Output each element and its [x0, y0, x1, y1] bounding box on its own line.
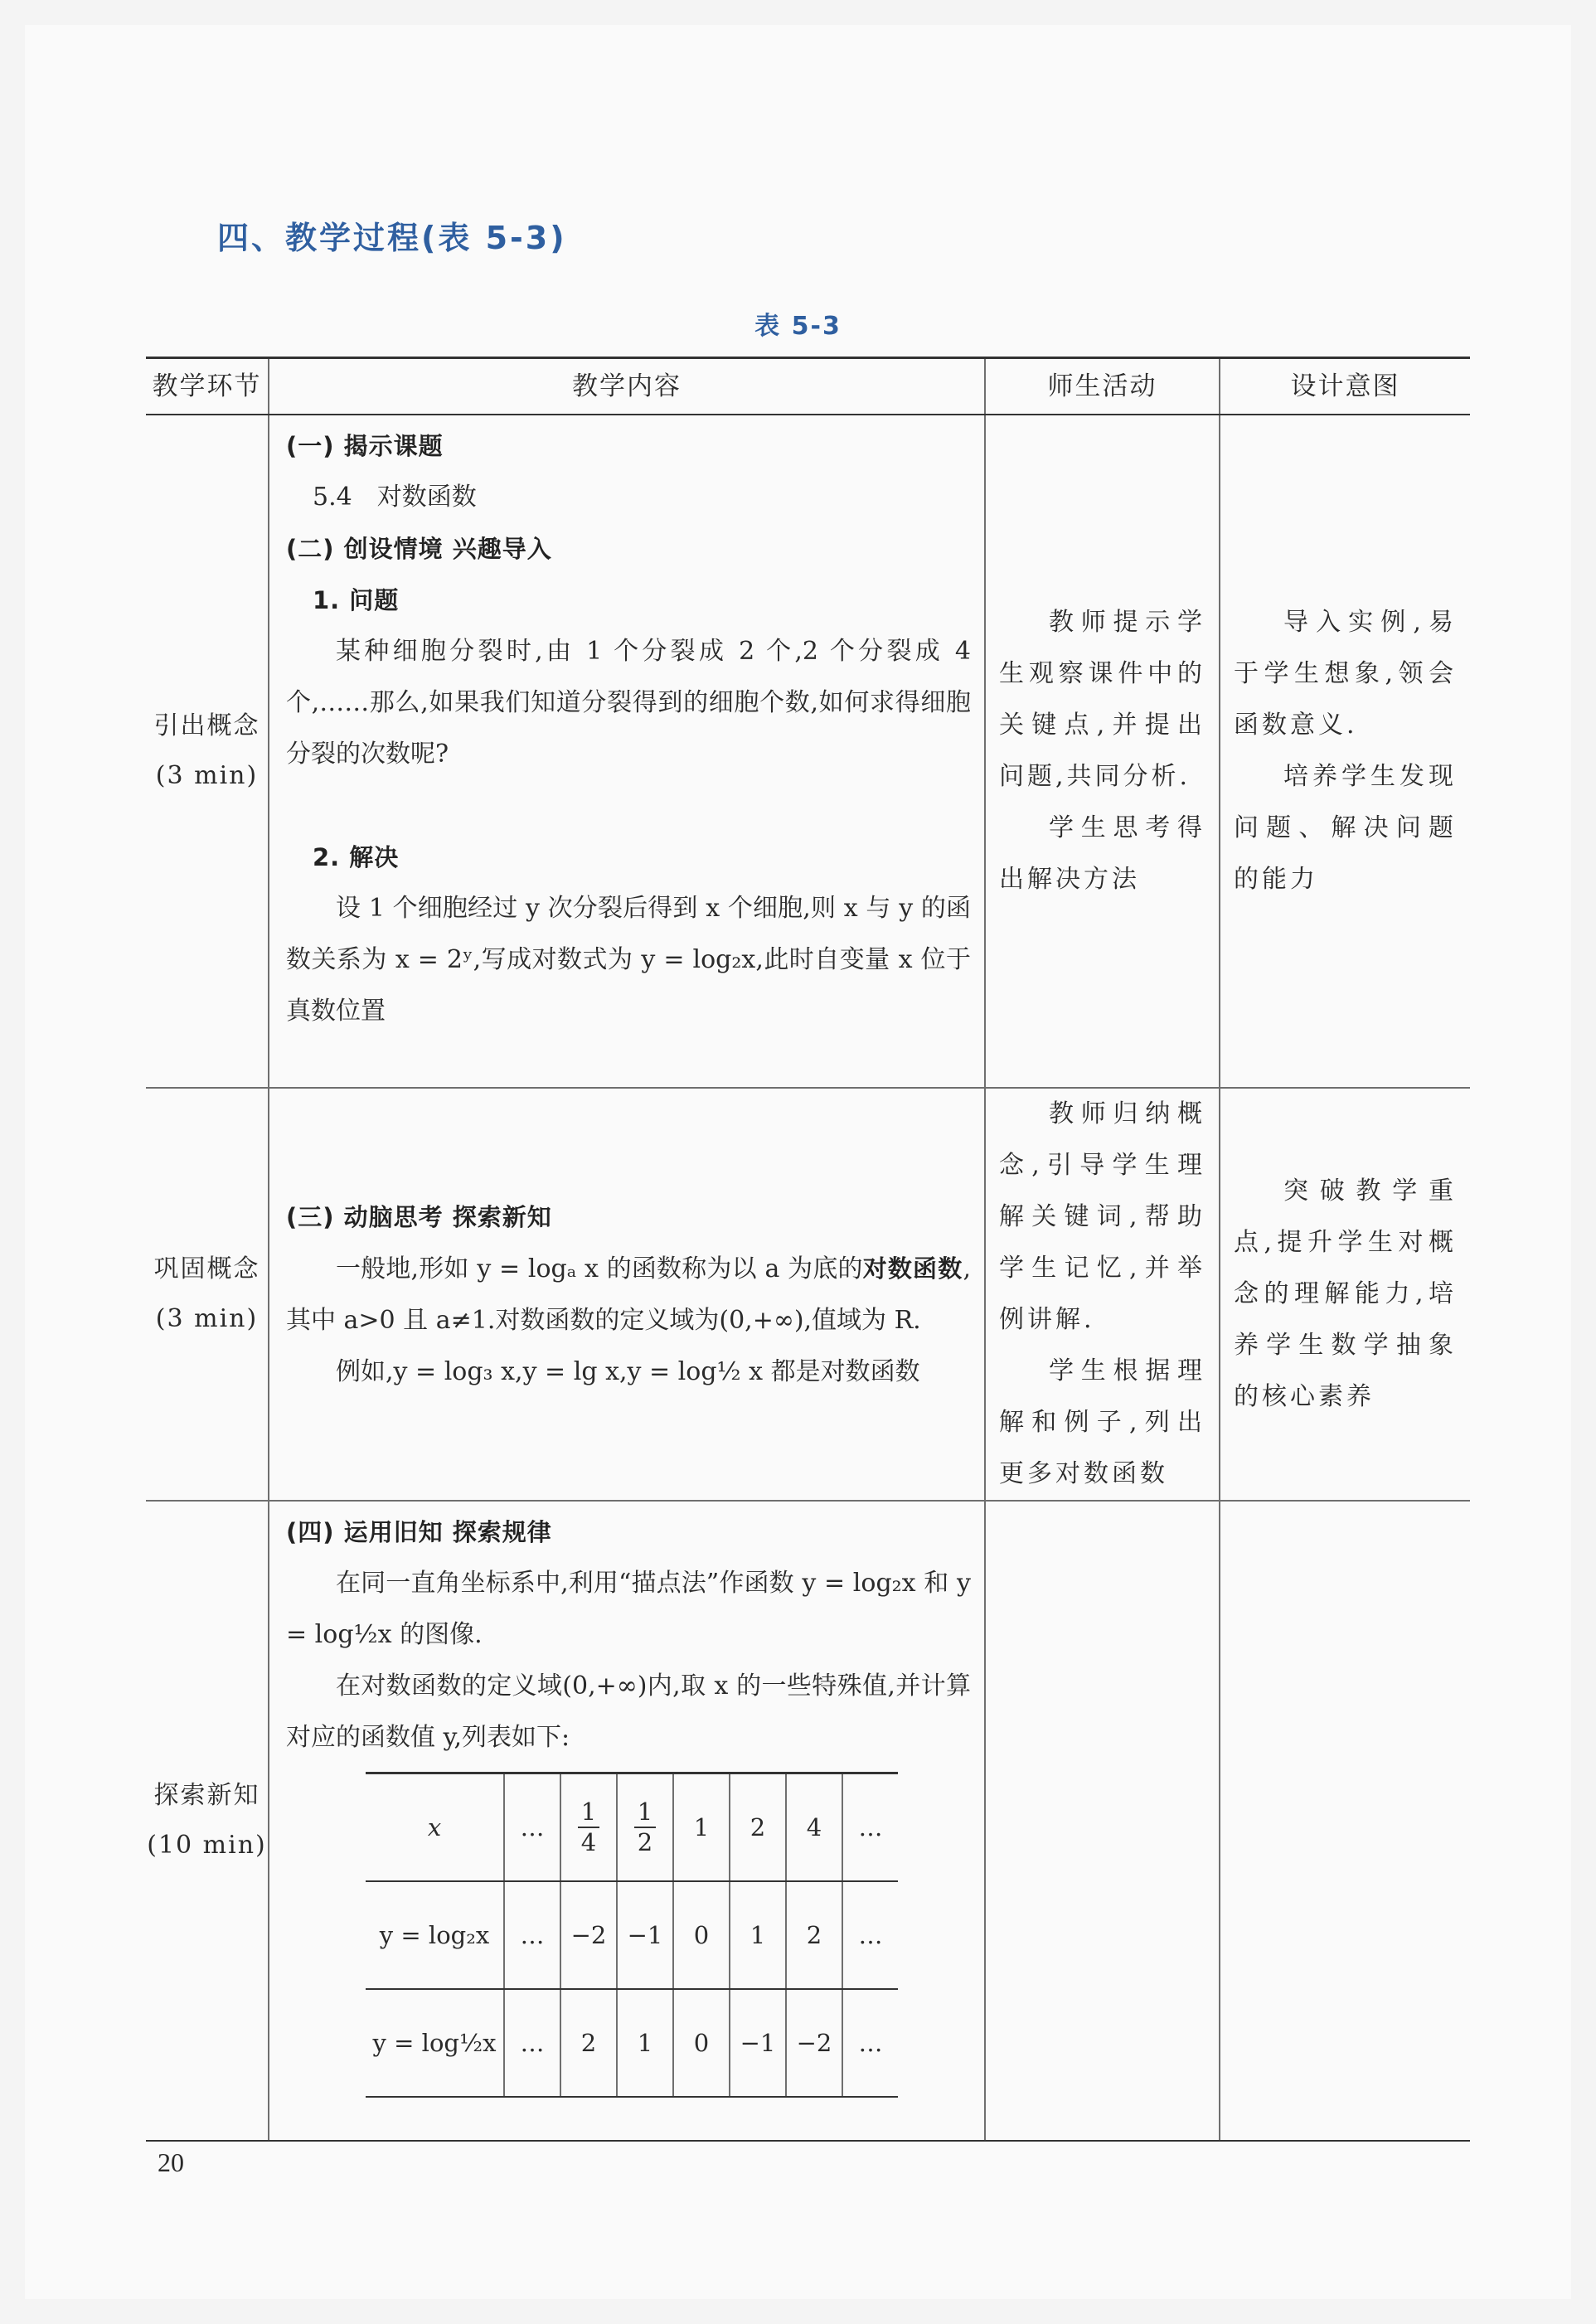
value-cell: …	[504, 1881, 560, 1989]
table-row	[146, 415, 1470, 1088]
stage-name: 探索新知	[153, 1781, 260, 1810]
intent-cell	[1220, 1088, 1470, 1501]
stage-cell	[146, 1501, 269, 2141]
value-cell: 1	[730, 1881, 786, 1989]
intent-cell	[1220, 415, 1470, 1088]
stage-time: (3 min)	[155, 1304, 259, 1333]
value-cell: …	[842, 1881, 898, 1989]
stage-time: (10 min)	[147, 1831, 267, 1860]
value-cell: 1	[673, 1773, 730, 1882]
value-cell: 0	[673, 1881, 730, 1989]
subheading: 1. 问题	[313, 586, 400, 614]
paragraph: 在对数函数的定义域(0,+∞)内,取 x 的一些特殊值,并计算对应的函数值 y,列表如下:	[286, 1671, 971, 1752]
example-paragraph: 例如,y = log₃ x,y = lg x,y = log½ x 都是对数函数	[336, 1356, 920, 1386]
value-cell: 2	[560, 1989, 617, 2097]
value-cell: 0	[673, 1989, 730, 2097]
value-cell: …	[504, 1989, 560, 2097]
header-activity: 师生活动	[985, 358, 1220, 415]
value-cell: −2	[786, 1989, 842, 2097]
stage-name: 引出概念	[153, 711, 260, 740]
value-cell: …	[504, 1773, 560, 1882]
table-caption: 表 5-3	[754, 312, 842, 341]
table-row	[146, 1088, 1470, 1501]
activity-text: 学生根据理解和例子,列出更多对数函数	[999, 1356, 1205, 1488]
header-content: 教学内容	[269, 358, 985, 415]
paragraph: 在同一直角坐标系中,利用“描点法”作函数 y = log₂x 和 y = log½x 的图像.	[286, 1569, 971, 1649]
value-cell: 2	[730, 1773, 786, 1882]
intent-text: 培养学生发现问题、解决问题的能力	[1234, 762, 1457, 894]
subheading: (二) 创设情境 兴趣导入	[286, 535, 552, 563]
stage-cell	[146, 1088, 269, 1501]
content-cell	[269, 1501, 985, 2141]
intent-text: 导入实例,易于学生想象,领会函数意义.	[1234, 608, 1457, 740]
stage-name: 巩固概念	[153, 1254, 260, 1283]
value-cell: …	[842, 1989, 898, 2097]
definition-term: 对数函数	[862, 1254, 963, 1283]
row-label: y = log½x	[366, 1989, 504, 2097]
stage-cell	[146, 415, 269, 1088]
subheading: (三) 动脑思考 探索新知	[286, 1202, 552, 1231]
activity-text: 教师归纳概念,引导学生理解关键词,帮助学生记忆,并举例讲解.	[999, 1099, 1205, 1334]
row-label: x	[366, 1773, 504, 1882]
value-cell: 2	[786, 1881, 842, 1989]
value-cell: −1	[617, 1881, 673, 1989]
value-row-loghalf	[366, 1989, 898, 2097]
value-row-log2	[366, 1881, 898, 1989]
activity-cell	[985, 415, 1220, 1088]
value-cell: −2	[560, 1881, 617, 1989]
teaching-process-table	[146, 357, 1470, 2142]
table-row	[146, 1501, 1470, 2141]
content-cell	[269, 1088, 985, 1501]
header-intent: 设计意图	[1220, 358, 1470, 415]
value-cell: 4	[786, 1773, 842, 1882]
activity-text: 教师提示学生观察课件中的关键点,并提出问题,共同分析.	[999, 608, 1205, 791]
intent-text: 突破教学重点,提升学生对概念的理解能力,培养学生数学抽象的核心素养	[1234, 1177, 1457, 1411]
definition-text: 一般地,形如 y = logₐ x 的函数称为以 a 为底的	[336, 1254, 863, 1283]
value-cell	[560, 1773, 617, 1882]
subheading: (四) 运用旧知 探索规律	[286, 1518, 552, 1546]
activity-cell	[985, 1501, 1220, 2141]
subheading: 2. 解决	[313, 843, 400, 871]
content-cell	[269, 415, 985, 1088]
activity-cell	[985, 1088, 1220, 1501]
value-cell	[617, 1773, 673, 1882]
value-cell: −1	[730, 1989, 786, 2097]
section-title: 四、教学过程(表 5-3)	[217, 220, 567, 256]
intent-cell	[1220, 1501, 1470, 2141]
stage-time: (3 min)	[155, 761, 259, 790]
paragraph: 设 1 个细胞经过 y 次分裂后得到 x 个细胞,则 x 与 y 的函数关系为 x = 2ʸ,写成对数式为 y = log₂x,此时自变量 x 位于真数位置	[286, 894, 971, 1026]
page-number: 20	[158, 2147, 184, 2177]
value-row-x	[366, 1773, 898, 1882]
table-header-row	[146, 358, 1470, 415]
value-cell: …	[842, 1773, 898, 1882]
subheading: (一) 揭示课题	[286, 432, 444, 460]
fraction: $\frac{1}{4}$	[578, 1798, 599, 1857]
definition-paragraph	[286, 1243, 971, 1346]
lesson-title: 5.4 对数函数	[313, 483, 477, 512]
value-cell: 1	[617, 1989, 673, 2097]
row-label: y = log₂x	[366, 1881, 504, 1989]
fraction: $\frac{1}{2}$	[634, 1798, 656, 1857]
definition-text: ,其中 a>0 且 a≠1.对数函数的定义域为(0,+∞),值域为 R.	[286, 1254, 971, 1335]
header-stage: 教学环节	[146, 358, 269, 415]
paragraph: 某种细胞分裂时,由 1 个分裂成 2 个,2 个分裂成 4 个,……那么,如果我们知道分裂得到的细胞个数,如何求得细胞分裂的次数呢?	[286, 637, 971, 769]
activity-text: 学生思考得出解决方法	[999, 813, 1205, 894]
value-table	[366, 1772, 898, 2098]
